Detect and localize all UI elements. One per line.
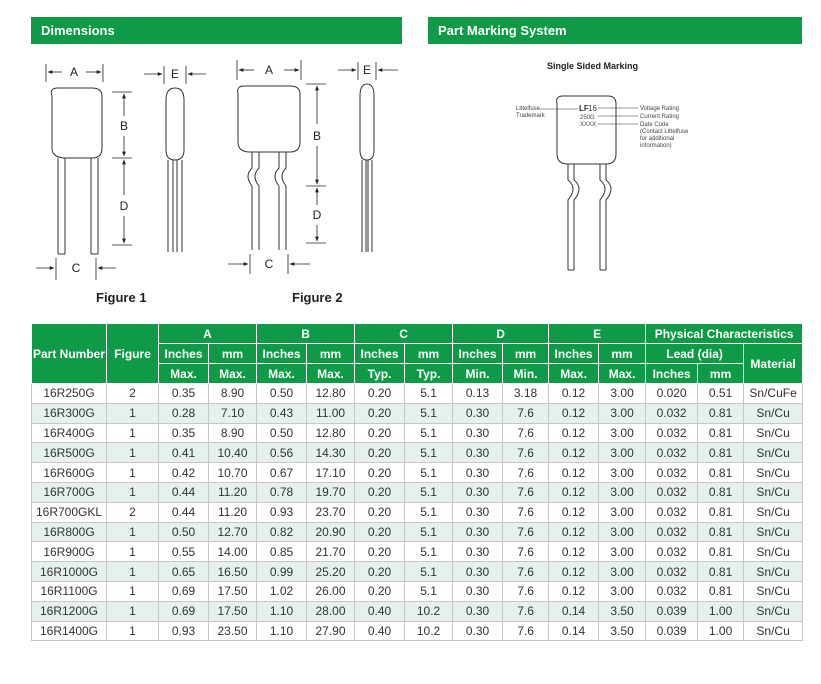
cell-lead-inches: 0.032 (646, 542, 698, 562)
cell-figure: 1 (107, 522, 159, 542)
marking-chip-line2: 250G (580, 115, 595, 121)
fig2-label-e: E (362, 63, 372, 77)
fig1-label-e: E (170, 67, 180, 81)
fig1-label-b: B (119, 119, 129, 133)
marking-date-code: Date Code (640, 122, 669, 128)
cell-c-inches: 0.20 (355, 463, 405, 483)
cell-b-mm: 26.00 (307, 581, 355, 601)
cell-a-inches: 0.35 (159, 423, 209, 443)
cell-lead-inches: 0.039 (646, 621, 698, 641)
cell-figure: 1 (107, 403, 159, 423)
cell-c-inches: 0.20 (355, 581, 405, 601)
cell-lead-inches: 0.032 (646, 562, 698, 582)
cell-material: Sn/Cu (744, 403, 803, 423)
cell-e-mm: 3.00 (599, 403, 646, 423)
cell-c-mm: 5.1 (405, 482, 453, 502)
cell-b-inches: 0.85 (257, 542, 307, 562)
cell-figure: 1 (107, 443, 159, 463)
cell-a-inches: 0.69 (159, 601, 209, 621)
header-physical: Physical Characteristics (646, 324, 803, 344)
fig2-label-b: B (312, 129, 322, 143)
header-figure: Figure (107, 324, 159, 384)
cell-b-mm: 19.70 (307, 482, 355, 502)
cell-b-inches: 0.56 (257, 443, 307, 463)
cell-c-inches: 0.20 (355, 522, 405, 542)
cell-material: Sn/Cu (744, 522, 803, 542)
cell-a-mm: 11.20 (209, 502, 257, 522)
cell-c-inches: 0.20 (355, 482, 405, 502)
cell-b-inches: 0.93 (257, 502, 307, 522)
cell-material: Sn/Cu (744, 463, 803, 483)
marking-title: Single Sided Marking (547, 61, 639, 71)
fig1-label-c: C (71, 261, 81, 275)
cell-figure: 1 (107, 542, 159, 562)
cell-c-mm: 10.2 (405, 601, 453, 621)
marking-voltage-rating: Voltage Rating (640, 106, 680, 112)
header-a-mm: mm (209, 344, 257, 364)
cell-a-mm: 16.50 (209, 562, 257, 582)
header-d-mm-min: Min. (503, 364, 549, 384)
cell-lead-inches: 0.032 (646, 423, 698, 443)
table-row (32, 601, 803, 621)
header-a: A (159, 324, 257, 344)
cell-material: Sn/Cu (744, 502, 803, 522)
cell-e-inches: 0.12 (549, 502, 599, 522)
cell-d-inches: 0.30 (453, 601, 503, 621)
header-e-mm-max: Max. (599, 364, 646, 384)
table-row (32, 443, 803, 463)
cell-b-inches: 1.10 (257, 621, 307, 641)
cell-c-inches: 0.20 (355, 443, 405, 463)
cell-b-mm: 23.70 (307, 502, 355, 522)
header-e-inches: Inches (549, 344, 599, 364)
cell-c-mm: 5.1 (405, 562, 453, 582)
table-row (32, 562, 803, 582)
cell-part-number: 16R1400G (32, 621, 107, 641)
marking-chip-rating: 16 (588, 104, 597, 113)
cell-a-inches: 0.50 (159, 522, 209, 542)
cell-b-mm: 12.80 (307, 423, 355, 443)
header-lead: Lead (dia) (646, 344, 744, 364)
cell-lead-mm: 0.81 (698, 522, 744, 542)
table-row (32, 522, 803, 542)
table-row (32, 463, 803, 483)
cell-a-inches: 0.44 (159, 502, 209, 522)
header-b-inches-max: Max. (257, 364, 307, 384)
cell-c-inches: 0.20 (355, 403, 405, 423)
cell-a-inches: 0.93 (159, 621, 209, 641)
cell-e-mm: 3.00 (599, 581, 646, 601)
header-b-mm-max: Max. (307, 364, 355, 384)
cell-d-mm: 7.6 (503, 542, 549, 562)
cell-e-inches: 0.12 (549, 482, 599, 502)
cell-lead-mm: 1.00 (698, 621, 744, 641)
cell-d-mm: 7.6 (503, 621, 549, 641)
cell-b-inches: 0.43 (257, 403, 307, 423)
header-b-mm: mm (307, 344, 355, 364)
cell-material: Sn/Cu (744, 562, 803, 582)
cell-d-inches: 0.30 (453, 482, 503, 502)
cell-part-number: 16R300G (32, 403, 107, 423)
cell-part-number: 16R400G (32, 423, 107, 443)
cell-e-mm: 3.00 (599, 423, 646, 443)
cell-d-mm: 7.6 (503, 581, 549, 601)
cell-b-inches: 1.10 (257, 601, 307, 621)
fig1-label-a: A (69, 65, 79, 79)
header-c-inches-typ: Typ. (355, 364, 405, 384)
cell-lead-inches: 0.032 (646, 581, 698, 601)
cell-e-inches: 0.12 (549, 562, 599, 582)
cell-material: Sn/Cu (744, 581, 803, 601)
cell-a-mm: 12.70 (209, 522, 257, 542)
cell-a-mm: 8.90 (209, 423, 257, 443)
cell-a-inches: 0.42 (159, 463, 209, 483)
cell-b-inches: 0.67 (257, 463, 307, 483)
cell-e-inches: 0.12 (549, 423, 599, 443)
table-row (32, 384, 803, 404)
table-row (32, 423, 803, 443)
cell-lead-mm: 0.51 (698, 384, 744, 404)
cell-d-inches: 0.30 (453, 423, 503, 443)
table-row (32, 482, 803, 502)
marking-chip-symbol: LF (579, 104, 589, 113)
cell-figure: 1 (107, 601, 159, 621)
cell-e-mm: 3.00 (599, 384, 646, 404)
cell-d-mm: 7.6 (503, 443, 549, 463)
cell-part-number: 16R700G (32, 482, 107, 502)
cell-lead-mm: 0.81 (698, 562, 744, 582)
cell-d-mm: 7.6 (503, 562, 549, 582)
cell-figure: 1 (107, 581, 159, 601)
fig2-label-a: A (264, 63, 274, 77)
cell-lead-inches: 0.032 (646, 443, 698, 463)
cell-part-number: 16R800G (32, 522, 107, 542)
cell-e-mm: 3.50 (599, 601, 646, 621)
cell-b-mm: 21.70 (307, 542, 355, 562)
header-e-inches-max: Max. (549, 364, 599, 384)
cell-e-mm: 3.50 (599, 621, 646, 641)
cell-a-mm: 8.90 (209, 384, 257, 404)
cell-d-inches: 0.30 (453, 463, 503, 483)
cell-b-mm: 28.00 (307, 601, 355, 621)
cell-b-mm: 12.80 (307, 384, 355, 404)
header-c-mm: mm (405, 344, 453, 364)
header-c: C (355, 324, 453, 344)
header-d-inches-min: Min. (453, 364, 503, 384)
cell-lead-mm: 0.81 (698, 581, 744, 601)
cell-e-mm: 3.00 (599, 562, 646, 582)
marking-left-label-1: Littelfuse (516, 106, 541, 112)
cell-a-mm: 23.50 (209, 621, 257, 641)
cell-lead-inches: 0.032 (646, 482, 698, 502)
cell-lead-inches: 0.032 (646, 463, 698, 483)
cell-b-mm: 20.90 (307, 522, 355, 542)
cell-e-inches: 0.12 (549, 463, 599, 483)
header-b: B (257, 324, 355, 344)
cell-d-mm: 7.6 (503, 403, 549, 423)
cell-part-number: 16R600G (32, 463, 107, 483)
table-row (32, 542, 803, 562)
cell-c-mm: 5.1 (405, 463, 453, 483)
cell-e-inches: 0.12 (549, 522, 599, 542)
cell-e-inches: 0.12 (549, 384, 599, 404)
cell-lead-mm: 0.81 (698, 463, 744, 483)
cell-e-inches: 0.14 (549, 601, 599, 621)
table-row (32, 581, 803, 601)
cell-d-inches: 0.30 (453, 403, 503, 423)
fig1-label-d: D (119, 199, 129, 213)
cell-e-mm: 3.00 (599, 482, 646, 502)
cell-d-mm: 7.6 (503, 522, 549, 542)
cell-lead-mm: 0.81 (698, 423, 744, 443)
marking-current-rating: Current Rating (640, 114, 680, 120)
header-c-mm-typ: Typ. (405, 364, 453, 384)
cell-c-mm: 5.1 (405, 423, 453, 443)
cell-lead-mm: 0.81 (698, 403, 744, 423)
cell-a-inches: 0.55 (159, 542, 209, 562)
cell-e-inches: 0.12 (549, 581, 599, 601)
cell-b-mm: 27.90 (307, 621, 355, 641)
cell-part-number: 16R900G (32, 542, 107, 562)
cell-figure: 1 (107, 562, 159, 582)
cell-lead-inches: 0.039 (646, 601, 698, 621)
marking-left-label-2: Trademark (516, 113, 545, 119)
cell-e-inches: 0.12 (549, 403, 599, 423)
cell-material: Sn/Cu (744, 621, 803, 641)
cell-d-inches: 0.30 (453, 522, 503, 542)
cell-part-number: 16R1200G (32, 601, 107, 621)
cell-d-inches: 0.30 (453, 581, 503, 601)
cell-d-mm: 7.6 (503, 463, 549, 483)
cell-lead-mm: 1.00 (698, 601, 744, 621)
cell-a-inches: 0.41 (159, 443, 209, 463)
cell-c-inches: 0.20 (355, 562, 405, 582)
marking-contact-3: information) (640, 143, 672, 149)
cell-material: Sn/CuFe (744, 384, 803, 404)
cell-b-inches: 0.82 (257, 522, 307, 542)
cell-d-inches: 0.30 (453, 443, 503, 463)
header-d-mm: mm (503, 344, 549, 364)
cell-d-mm: 7.6 (503, 502, 549, 522)
cell-a-mm: 17.50 (209, 601, 257, 621)
cell-lead-mm: 0.81 (698, 542, 744, 562)
header-material: Material (744, 344, 803, 384)
cell-lead-mm: 0.81 (698, 443, 744, 463)
table-row (32, 502, 803, 522)
cell-part-number: 16R250G (32, 384, 107, 404)
cell-a-mm: 10.70 (209, 463, 257, 483)
dimensions-header: Dimensions (31, 17, 402, 44)
cell-d-inches: 0.30 (453, 562, 503, 582)
cell-figure: 1 (107, 482, 159, 502)
cell-part-number: 16R1000G (32, 562, 107, 582)
cell-e-mm: 3.00 (599, 443, 646, 463)
cell-part-number: 16R500G (32, 443, 107, 463)
header-a-inches: Inches (159, 344, 209, 364)
cell-b-inches: 0.78 (257, 482, 307, 502)
header-part-number: Part Number (32, 324, 107, 384)
dimensions-table (31, 323, 803, 641)
header-a-mm-max: Max. (209, 364, 257, 384)
cell-figure: 1 (107, 621, 159, 641)
figure2-caption: Figure 2 (292, 290, 343, 305)
fig2-label-d: D (312, 208, 322, 222)
cell-a-mm: 10.40 (209, 443, 257, 463)
marking-chip-line3: XXXX (580, 122, 597, 128)
cell-b-mm: 17.10 (307, 463, 355, 483)
header-d-inches: Inches (453, 344, 503, 364)
cell-c-inches: 0.40 (355, 601, 405, 621)
cell-e-mm: 3.00 (599, 463, 646, 483)
cell-d-inches: 0.30 (453, 542, 503, 562)
header-c-inches: Inches (355, 344, 405, 364)
cell-a-inches: 0.28 (159, 403, 209, 423)
cell-b-inches: 0.50 (257, 384, 307, 404)
header-a-inches-max: Max. (159, 364, 209, 384)
table-row (32, 403, 803, 423)
cell-a-mm: 17.50 (209, 581, 257, 601)
cell-d-mm: 7.6 (503, 482, 549, 502)
part-marking-diagram (0, 0, 821, 320)
cell-c-mm: 5.1 (405, 542, 453, 562)
cell-d-mm: 7.6 (503, 601, 549, 621)
fig2-label-c: C (264, 257, 274, 271)
cell-c-mm: 5.1 (405, 522, 453, 542)
cell-a-mm: 11.20 (209, 482, 257, 502)
cell-lead-inches: 0.020 (646, 384, 698, 404)
figure1-caption: Figure 1 (96, 290, 147, 305)
cell-e-mm: 3.00 (599, 542, 646, 562)
cell-c-mm: 5.1 (405, 581, 453, 601)
marking-contact-1: (Contact Littelfuse (640, 129, 689, 135)
cell-c-mm: 5.1 (405, 403, 453, 423)
header-b-inches: Inches (257, 344, 307, 364)
cell-c-inches: 0.20 (355, 423, 405, 443)
cell-b-mm: 25.20 (307, 562, 355, 582)
cell-c-mm: 10.2 (405, 621, 453, 641)
cell-lead-mm: 0.81 (698, 502, 744, 522)
cell-b-inches: 1.02 (257, 581, 307, 601)
cell-figure: 1 (107, 423, 159, 443)
header-e: E (549, 324, 646, 344)
cell-d-mm: 3.18 (503, 384, 549, 404)
part-marking-header: Part Marking System (428, 17, 802, 44)
cell-c-inches: 0.40 (355, 621, 405, 641)
cell-a-inches: 0.44 (159, 482, 209, 502)
cell-e-inches: 0.12 (549, 443, 599, 463)
cell-c-mm: 5.1 (405, 502, 453, 522)
cell-material: Sn/Cu (744, 542, 803, 562)
cell-c-inches: 0.20 (355, 542, 405, 562)
cell-part-number: 16R700GKL (32, 502, 107, 522)
cell-b-mm: 11.00 (307, 403, 355, 423)
cell-c-mm: 5.1 (405, 443, 453, 463)
table-row (32, 621, 803, 641)
cell-a-mm: 14.00 (209, 542, 257, 562)
cell-figure: 2 (107, 502, 159, 522)
cell-a-inches: 0.69 (159, 581, 209, 601)
header-lead-mm: mm (698, 364, 744, 384)
cell-b-mm: 14.30 (307, 443, 355, 463)
cell-e-inches: 0.14 (549, 621, 599, 641)
cell-material: Sn/Cu (744, 423, 803, 443)
cell-e-mm: 3.00 (599, 502, 646, 522)
cell-d-inches: 0.30 (453, 502, 503, 522)
cell-b-inches: 0.50 (257, 423, 307, 443)
marking-contact-2: for additional (640, 136, 675, 142)
cell-d-inches: 0.30 (453, 621, 503, 641)
cell-lead-inches: 0.032 (646, 502, 698, 522)
cell-part-number: 16R1100G (32, 581, 107, 601)
cell-lead-mm: 0.81 (698, 482, 744, 502)
cell-d-mm: 7.6 (503, 423, 549, 443)
cell-a-mm: 7.10 (209, 403, 257, 423)
cell-figure: 2 (107, 384, 159, 404)
cell-material: Sn/Cu (744, 482, 803, 502)
cell-lead-inches: 0.032 (646, 403, 698, 423)
cell-e-inches: 0.12 (549, 542, 599, 562)
cell-c-mm: 5.1 (405, 384, 453, 404)
cell-a-inches: 0.65 (159, 562, 209, 582)
cell-e-mm: 3.00 (599, 522, 646, 542)
header-d: D (453, 324, 549, 344)
cell-c-inches: 0.20 (355, 502, 405, 522)
cell-a-inches: 0.35 (159, 384, 209, 404)
cell-figure: 1 (107, 463, 159, 483)
cell-material: Sn/Cu (744, 601, 803, 621)
cell-material: Sn/Cu (744, 443, 803, 463)
cell-lead-inches: 0.032 (646, 522, 698, 542)
cell-d-inches: 0.13 (453, 384, 503, 404)
header-lead-inches: Inches (646, 364, 698, 384)
header-e-mm: mm (599, 344, 646, 364)
cell-c-inches: 0.20 (355, 384, 405, 404)
cell-b-inches: 0.99 (257, 562, 307, 582)
